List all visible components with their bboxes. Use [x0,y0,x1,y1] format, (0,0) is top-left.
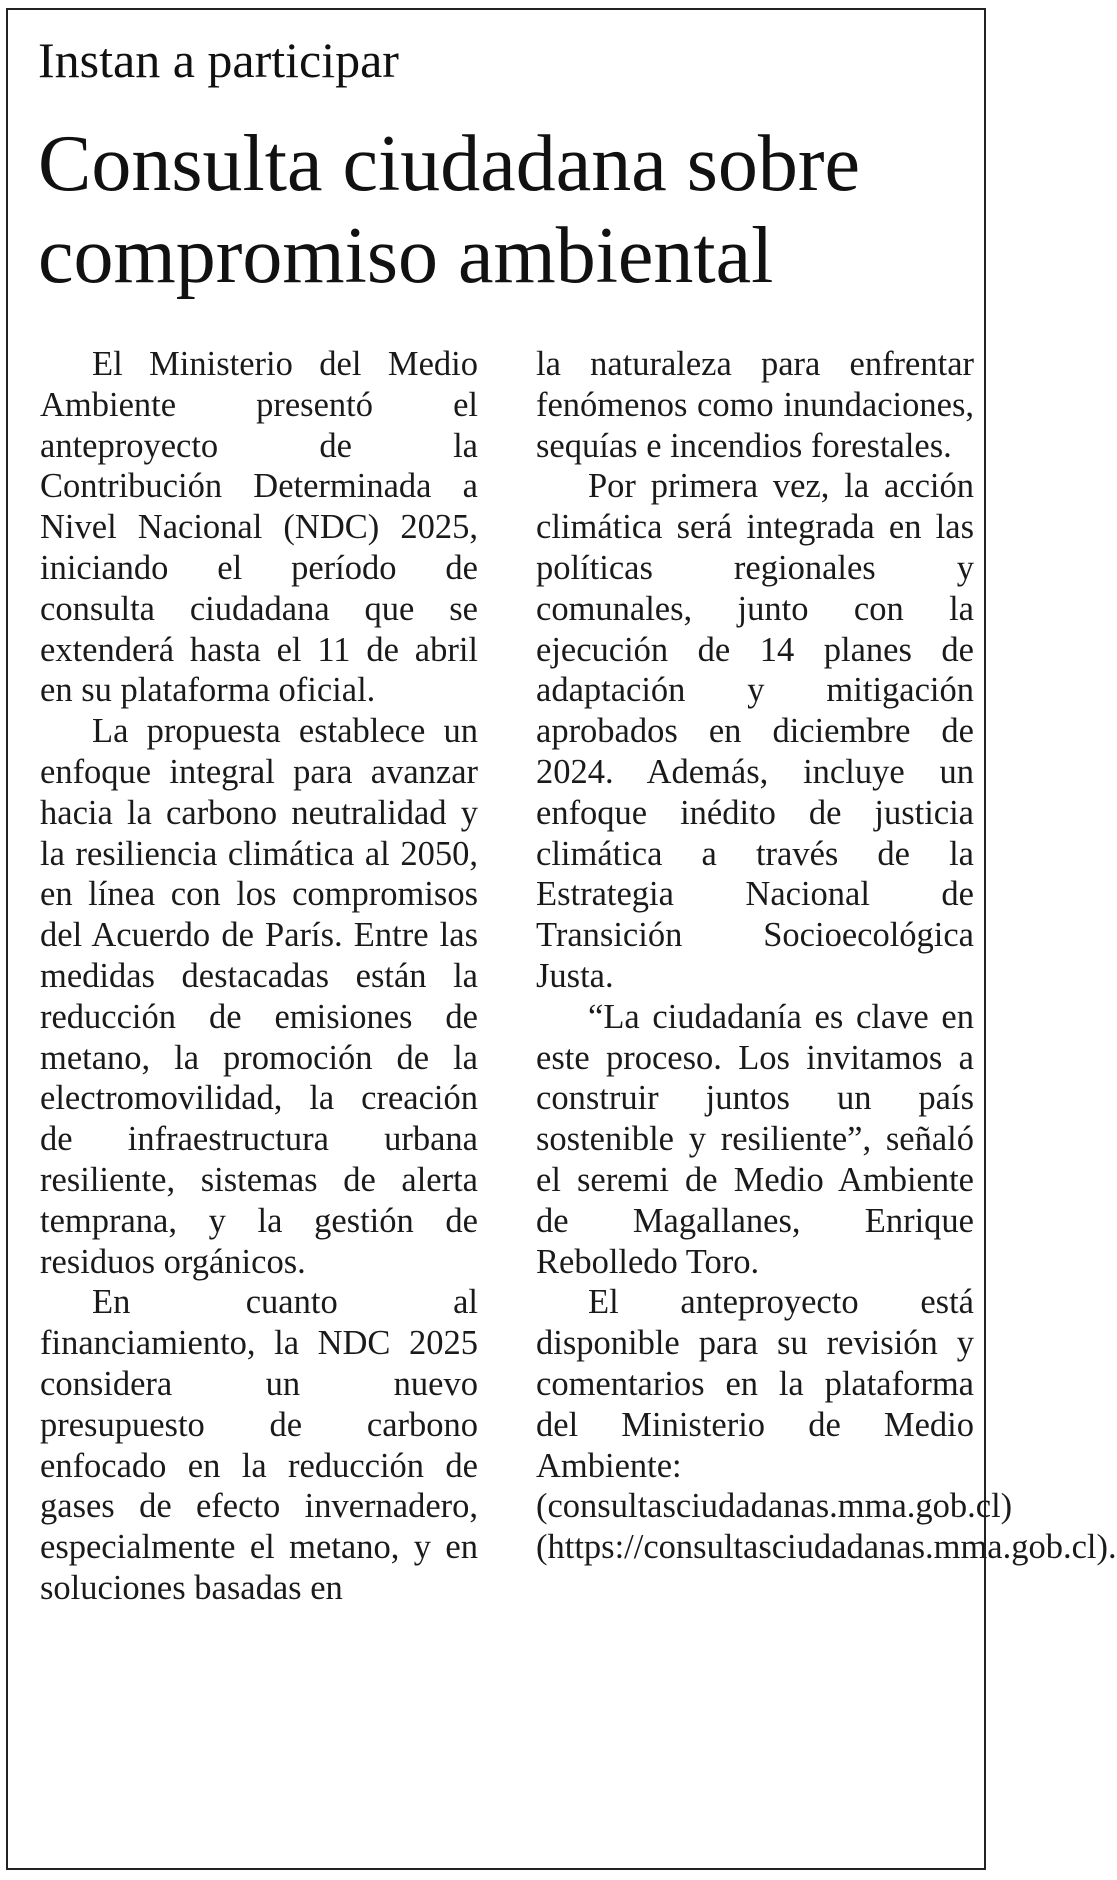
news-clipping [6,8,1117,1870]
article-kicker: Instan a participar [38,32,399,88]
article-column-right [536,344,1117,1568]
paragraph: La propuesta establece un enfoque integral para avanzar hacia la carbono neutralidad y la resiliencia climática al 2050, en línea con los compromisos del Acuerdo de París. Entre las medidas destacadas están la reducción de emisiones de metano, la promoción de la electromovilidad, la creación de infraestructura urbana resiliente, sistemas de alerta temprana, y la gestión de residuos orgánicos. [40,712,478,1281]
article-column-left [40,344,478,1609]
paragraph: Por primera vez, la acción climática será integrada en las políticas regionales y comunales, junto con la ejecución de 14 planes de adaptación y mitigación aprobados en diciembre de 2024. Además, incluye un enfoque inédito de justicia climática a través de la Estrategia Nacional de Transición Socioecológica Justa. [536,467,974,995]
paragraph: En cuanto al financiamiento, la NDC 2025 considera un nuevo presupuesto de carbono enfocado en la reducción de gases de efecto invernadero, especialmente el metano, y en soluciones basadas en [40,1283,478,1607]
paragraph: El anteproyecto está disponible para su revisión y comentarios en la plataforma del Ministerio de Medio Ambiente: (consultasciudadanas.mma.gob.cl)(https://consultasciudadanas.mma.gob.cl). [536,1283,1117,1567]
quote-paragraph: “La ciudadanía es clave en este proceso. Los invitamos a construir juntos un país sostenible y resiliente”, señaló el seremi de Medio Ambiente de Magallanes, Enrique Rebolledo Toro. [536,997,974,1281]
paragraph: El Ministerio del Medio Ambiente presentó el anteproyecto de la Contribución Determinada a Nivel Nacional (NDC) 2025, iniciando el período de consulta ciudadana que se extenderá hasta el 11 de abril en su plataforma oficial. [40,345,478,710]
article-headline: Consulta ciudadana sobre compromiso ambiental [38,120,860,300]
paragraph-continued: la naturaleza para enfrentar fenómenos como inundaciones, sequías e incendios forestales. [536,345,974,465]
